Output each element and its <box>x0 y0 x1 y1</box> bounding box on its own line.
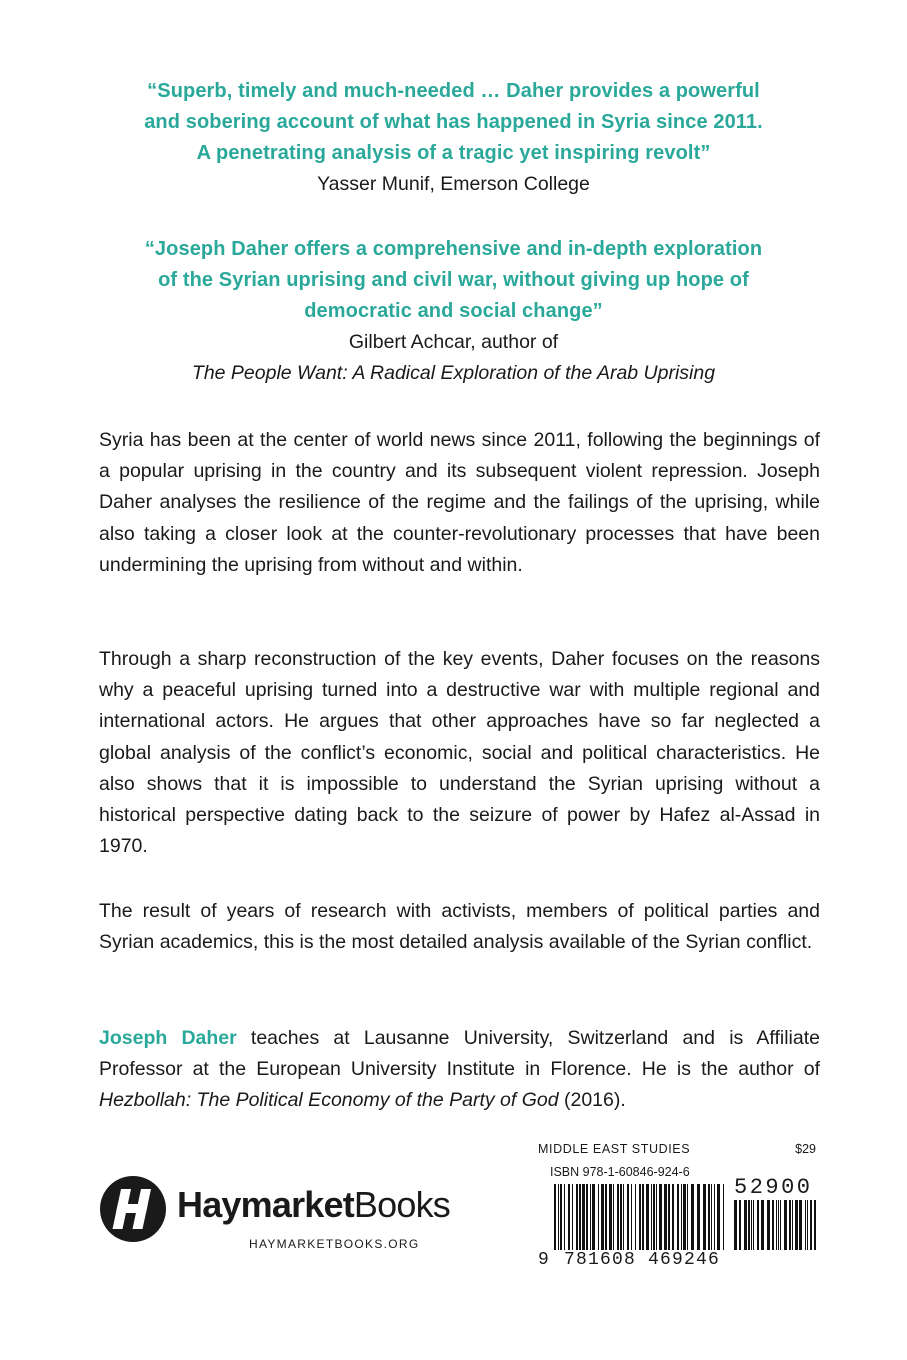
quote-line: and sobering account of what has happened in Syria since 2011. <box>144 111 763 133</box>
author-bio-year: (2016). <box>558 1089 626 1112</box>
author-book-title: Hezbollah: The Political Economy of the Party of God <box>99 1089 559 1112</box>
book-category: MIDDLE EAST STUDIES <box>538 1142 691 1156</box>
author-name: Joseph Daher <box>99 1027 237 1049</box>
quote-2 <box>60 234 847 389</box>
quote-attribution: Yasser Munif, Emerson College <box>317 173 590 195</box>
description-paragraph-3: The result of years of research with activists, members of political parties and Syrian academics, this is the most detailed analysis available of the Syrian conflict. <box>99 900 820 954</box>
author-bio-text: teaches at Lausanne University, Switzerland and is Affiliate Professor at the European University Institute in Florence. He is the author of <box>99 1027 820 1081</box>
quote-line: “Joseph Daher offers a comprehensive and in-depth exploration <box>144 238 763 260</box>
price-code: 52900 <box>734 1175 813 1200</box>
publisher-name: HaymarketBooks <box>177 1184 450 1225</box>
quote-line: democratic and social change” <box>304 300 603 322</box>
quote-line: A penetrating analysis of a tragic yet inspiring revolt” <box>196 142 711 164</box>
publisher-badge-icon <box>99 1175 167 1243</box>
author-bio <box>99 1023 820 1117</box>
quote-attribution: Gilbert Achcar, author of <box>348 331 559 353</box>
quote-1 <box>60 76 847 200</box>
description-paragraph-1: Syria has been at the center of world news since 2011, following the beginnings of a popular uprising in the country and its subsequent violent repression. Joseph Daher analyses the resilience of the regime and the failings of the uprising, while also taking a closer look at the counter-revolutionary processes that have been undermining the uprising from without and within. <box>99 429 820 576</box>
barcode-bars <box>554 1184 726 1250</box>
book-price: $29 <box>795 1142 816 1156</box>
quote-attribution-book-title: The People Want: A Radical Exploration of the Arab Uprising <box>191 362 716 384</box>
publisher-url: HAYMARKETBOOKS.ORG <box>249 1237 420 1251</box>
barcode-first-digit: 9 <box>538 1250 549 1270</box>
barcode-digits: 781608 469246 <box>564 1250 721 1270</box>
description-paragraph-2: Through a sharp reconstruction of the key events, Daher focuses on the reasons why a peaceful uprising turned into a destructive war with multiple regional and international actors. He argues that other approaches have so far neglected a global analysis of the conflict’s economic, social and political characteristics. He also shows that it is impossible to understand the Syrian uprising without a historical perspective dating back to the seizure of power by Hafez al-Assad in 1970. <box>99 648 820 858</box>
isbn-label: ISBN 978-1-60846-924-6 <box>550 1165 690 1179</box>
quote-line: of the Syrian uprising and civil war, without giving up hope of <box>158 269 749 291</box>
publisher-logo <box>99 1175 479 1255</box>
isbn-barcode <box>538 1138 820 1278</box>
barcode-addon-bars <box>734 1200 816 1250</box>
quote-line: “Superb, timely and much-needed … Daher provides a powerful <box>147 80 760 102</box>
